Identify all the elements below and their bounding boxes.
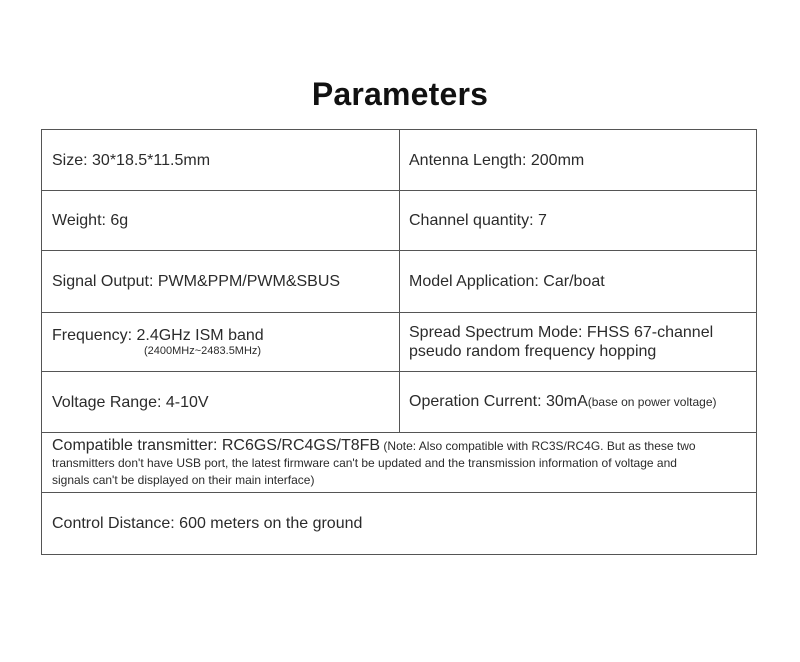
model-application-text: Model Application: Car/boat [409,273,605,290]
table-row [42,493,756,554]
frequency-text: Frequency: 2.4GHz ISM band [52,327,264,344]
parameters-table [41,129,757,555]
table-row [42,130,756,191]
channel-cell [400,191,756,250]
compatible-line-1 [52,437,756,455]
compatible-note-2: transmitters don't have USB port, the latest firmware can't be updated and the transmission information of voltage and [52,456,677,470]
voltage-cell [42,372,400,432]
operation-current-note: (base on power voltage) [587,395,717,409]
antenna-cell [400,130,756,190]
table-row [42,251,756,313]
table-row [42,191,756,251]
compatible-note-1: (Note: Also compatible with RC3S/RC4G. But as these two [380,439,696,453]
frequency-cell [42,313,400,371]
size-cell [42,130,400,190]
weight-text: Weight: 6g [52,212,129,229]
table-row [42,372,756,433]
spread-spectrum-line1: Spread Spectrum Mode: FHSS 67-channel [409,324,714,341]
weight-cell [42,191,400,250]
application-cell [400,251,756,312]
antenna-length-text: Antenna Length: 200mm [409,151,585,169]
control-distance-cell [42,493,756,554]
compatible-transmitter-cell [42,433,756,492]
signal-cell [42,251,400,312]
spread-spectrum-cell [400,313,756,371]
table-row [42,433,756,493]
voltage-range-text: Voltage Range: 4-10V [52,393,209,411]
compatible-note-3: signals can't be displayed on their main interface) [52,473,315,487]
compatible-transmitter-text: Compatible transmitter: RC6GS/RC4GS/T8FB [52,437,381,454]
size-text: Size: 30*18.5*11.5mm [52,151,211,169]
control-distance-text: Control Distance: 600 meters on the ground [52,515,363,532]
frequency-range-text: (2400MHz~2483.5MHz) [144,345,262,357]
signal-output-text: Signal Output: PWM&PPM/PWM&SBUS [52,273,341,290]
table-row [42,313,756,372]
page-title: Parameters [311,76,489,112]
channel-quantity-text: Channel quantity: 7 [409,212,547,229]
operation-current-line [409,392,756,412]
operation-current-text: Operation Current: 30mA [409,393,588,410]
current-cell [400,372,756,432]
spread-spectrum-line2: pseudo random frequency hopping [409,343,657,360]
